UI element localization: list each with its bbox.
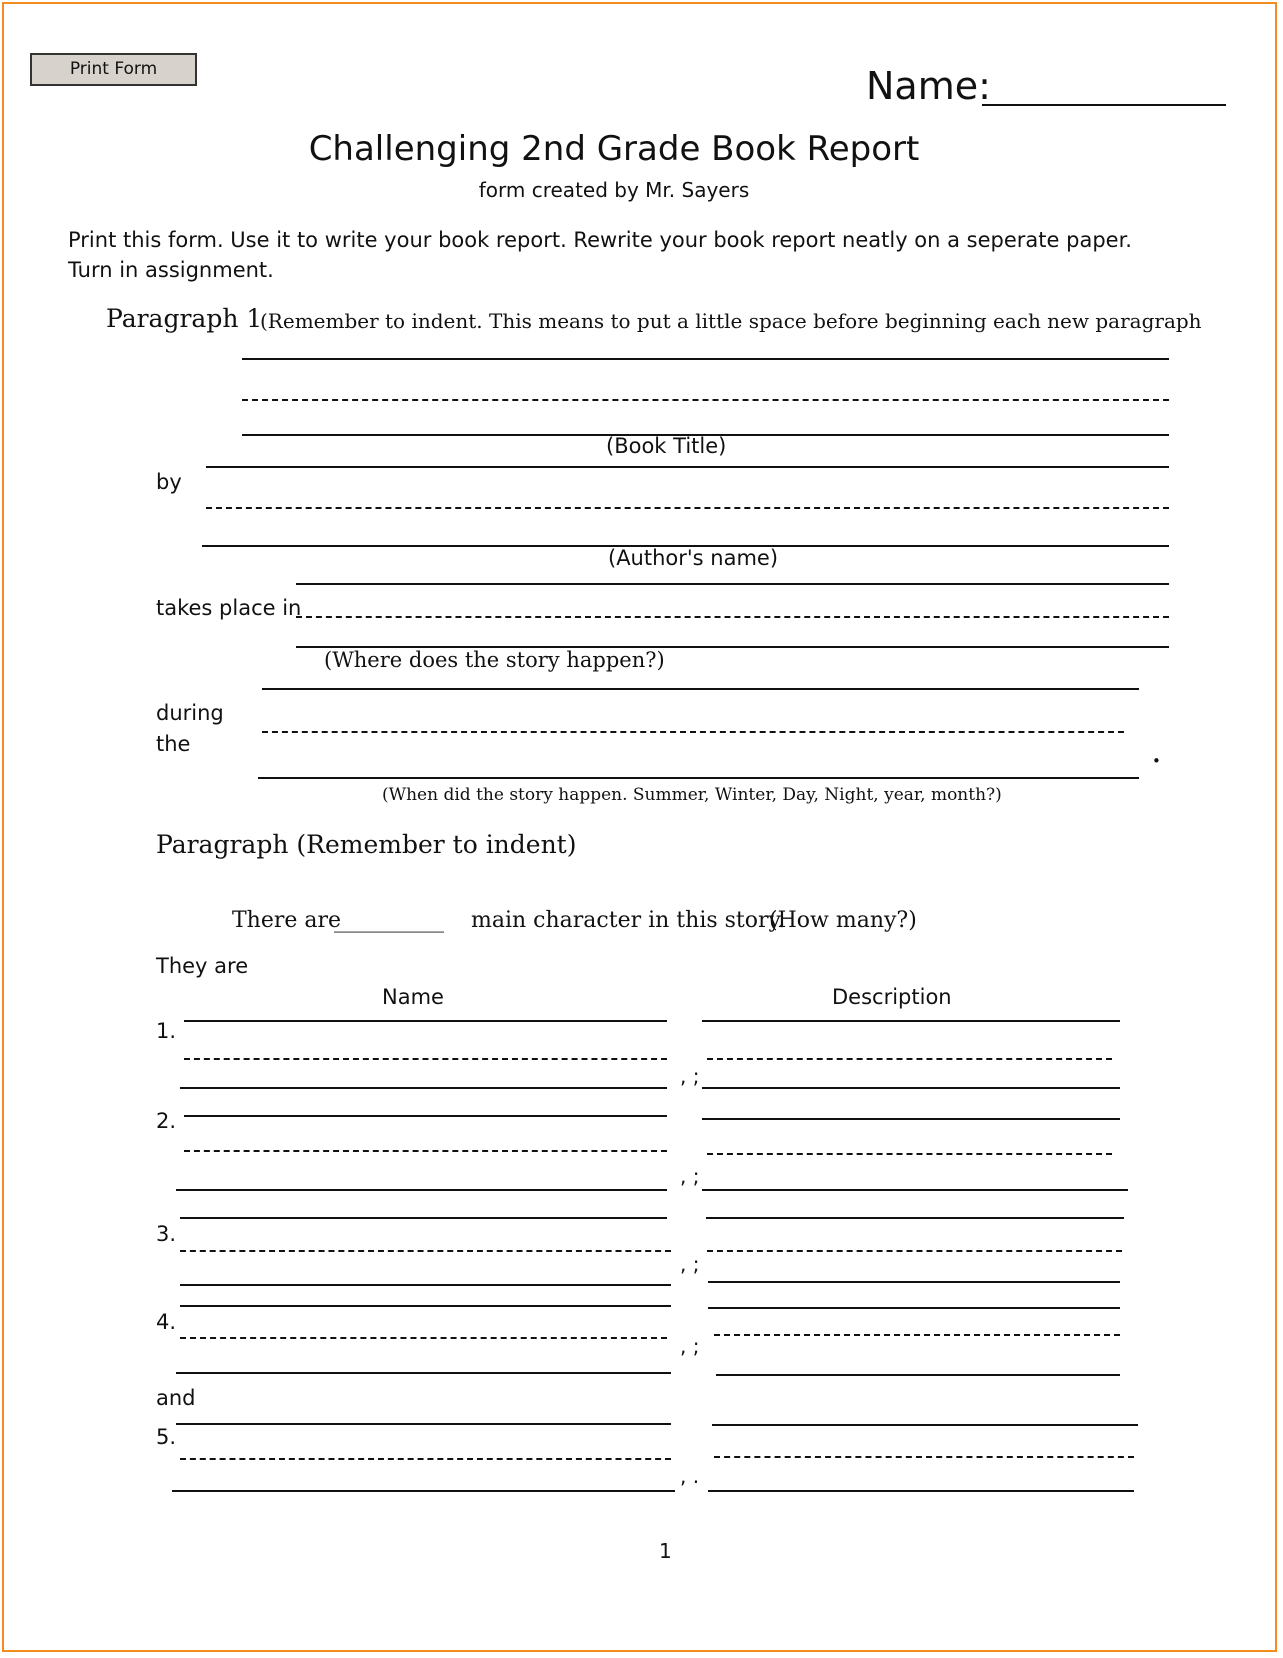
writing-line[interactable] xyxy=(296,583,1169,585)
description-midline xyxy=(707,1250,1122,1252)
paragraph-1-heading: Paragraph 1 xyxy=(106,304,263,333)
name-label: Name: xyxy=(866,64,991,108)
name-midline xyxy=(180,1250,671,1252)
and-label: and xyxy=(156,1386,196,1410)
name-column-header: Name xyxy=(382,985,444,1009)
where-caption: (Where does the story happen?) xyxy=(324,648,665,672)
writing-line[interactable] xyxy=(206,466,1169,468)
period-dot: • xyxy=(1152,752,1161,770)
description-line[interactable] xyxy=(708,1490,1134,1492)
name-midline xyxy=(184,1150,667,1152)
name-line[interactable] xyxy=(180,1087,667,1089)
description-line[interactable] xyxy=(708,1281,1120,1283)
author-caption: (Author's name) xyxy=(608,546,779,570)
name-line[interactable] xyxy=(184,1020,667,1022)
there-are-text: There are xyxy=(232,908,342,933)
by-label: by xyxy=(156,470,182,494)
separator-5: , . xyxy=(680,1464,700,1488)
writing-line[interactable] xyxy=(262,688,1139,690)
they-are-label: They are xyxy=(156,954,249,978)
name-line[interactable] xyxy=(176,1423,671,1425)
name-midline xyxy=(180,1337,667,1339)
writing-line[interactable] xyxy=(242,358,1169,360)
description-column-header: Description xyxy=(832,985,952,1009)
row-number-1: 1. xyxy=(156,1019,177,1043)
description-midline xyxy=(714,1456,1134,1458)
name-line[interactable] xyxy=(172,1490,675,1492)
description-line[interactable] xyxy=(712,1424,1138,1426)
description-midline xyxy=(714,1334,1120,1336)
description-line[interactable] xyxy=(716,1374,1120,1376)
page-border xyxy=(2,2,1277,1652)
name-midline xyxy=(180,1458,671,1460)
description-midline xyxy=(707,1058,1112,1060)
print-form-button[interactable]: Print Form xyxy=(30,53,197,86)
book-title-caption: (Book Title) xyxy=(606,434,727,458)
description-line[interactable] xyxy=(702,1087,1120,1089)
page-title: Challenging 2nd Grade Book Report xyxy=(308,129,920,169)
name-line[interactable] xyxy=(176,1189,667,1191)
when-caption: (When did the story happen. Summer, Winter, Day, Night, year, month?) xyxy=(382,785,1002,805)
count-blank[interactable]: __________ xyxy=(334,908,444,933)
separator-3: , ; xyxy=(680,1252,700,1276)
separator-4: , ; xyxy=(680,1334,700,1358)
writing-line[interactable] xyxy=(258,777,1139,779)
page-subtitle: form created by Mr. Sayers xyxy=(478,178,750,202)
page-number: 1 xyxy=(659,1539,672,1563)
instructions-line-1: Print this form. Use it to write your book report. Rewrite your book report neatly on a seperate paper. xyxy=(68,228,1132,252)
description-line[interactable] xyxy=(708,1307,1120,1309)
row-number-3: 3. xyxy=(156,1222,177,1246)
during-label: during xyxy=(156,701,224,725)
description-line[interactable] xyxy=(702,1189,1128,1191)
how-many-text: (How many?) xyxy=(769,908,917,933)
main-character-text: main character in this story. xyxy=(471,908,786,933)
name-line[interactable] xyxy=(184,1115,667,1117)
writing-midline xyxy=(206,507,1169,509)
name-line[interactable] xyxy=(180,1305,671,1307)
row-number-2: 2. xyxy=(156,1109,177,1133)
writing-midline xyxy=(296,616,1169,618)
row-number-4: 4. xyxy=(156,1310,177,1334)
separator-2: , ; xyxy=(680,1164,700,1188)
takes-place-label: takes place in xyxy=(156,596,302,620)
separator-1: , ; xyxy=(680,1064,700,1088)
name-line[interactable] xyxy=(176,1372,671,1374)
the-label: the xyxy=(156,732,191,756)
writing-midline xyxy=(262,731,1124,733)
description-line[interactable] xyxy=(706,1217,1124,1219)
description-midline xyxy=(707,1153,1112,1155)
paragraph-2-heading: Paragraph (Remember to indent) xyxy=(156,830,577,859)
description-line[interactable] xyxy=(702,1118,1120,1120)
name-line[interactable] xyxy=(180,1217,667,1219)
name-line[interactable] xyxy=(982,104,1226,106)
description-line[interactable] xyxy=(702,1020,1120,1022)
name-line[interactable] xyxy=(180,1284,671,1286)
name-midline xyxy=(184,1058,667,1060)
instructions-line-2: Turn in assignment. xyxy=(68,258,274,282)
row-number-5: 5. xyxy=(156,1425,177,1449)
writing-midline xyxy=(242,399,1169,401)
paragraph-1-note: (Remember to indent. This means to put a little space before beginning each new paragraph xyxy=(260,309,1202,333)
